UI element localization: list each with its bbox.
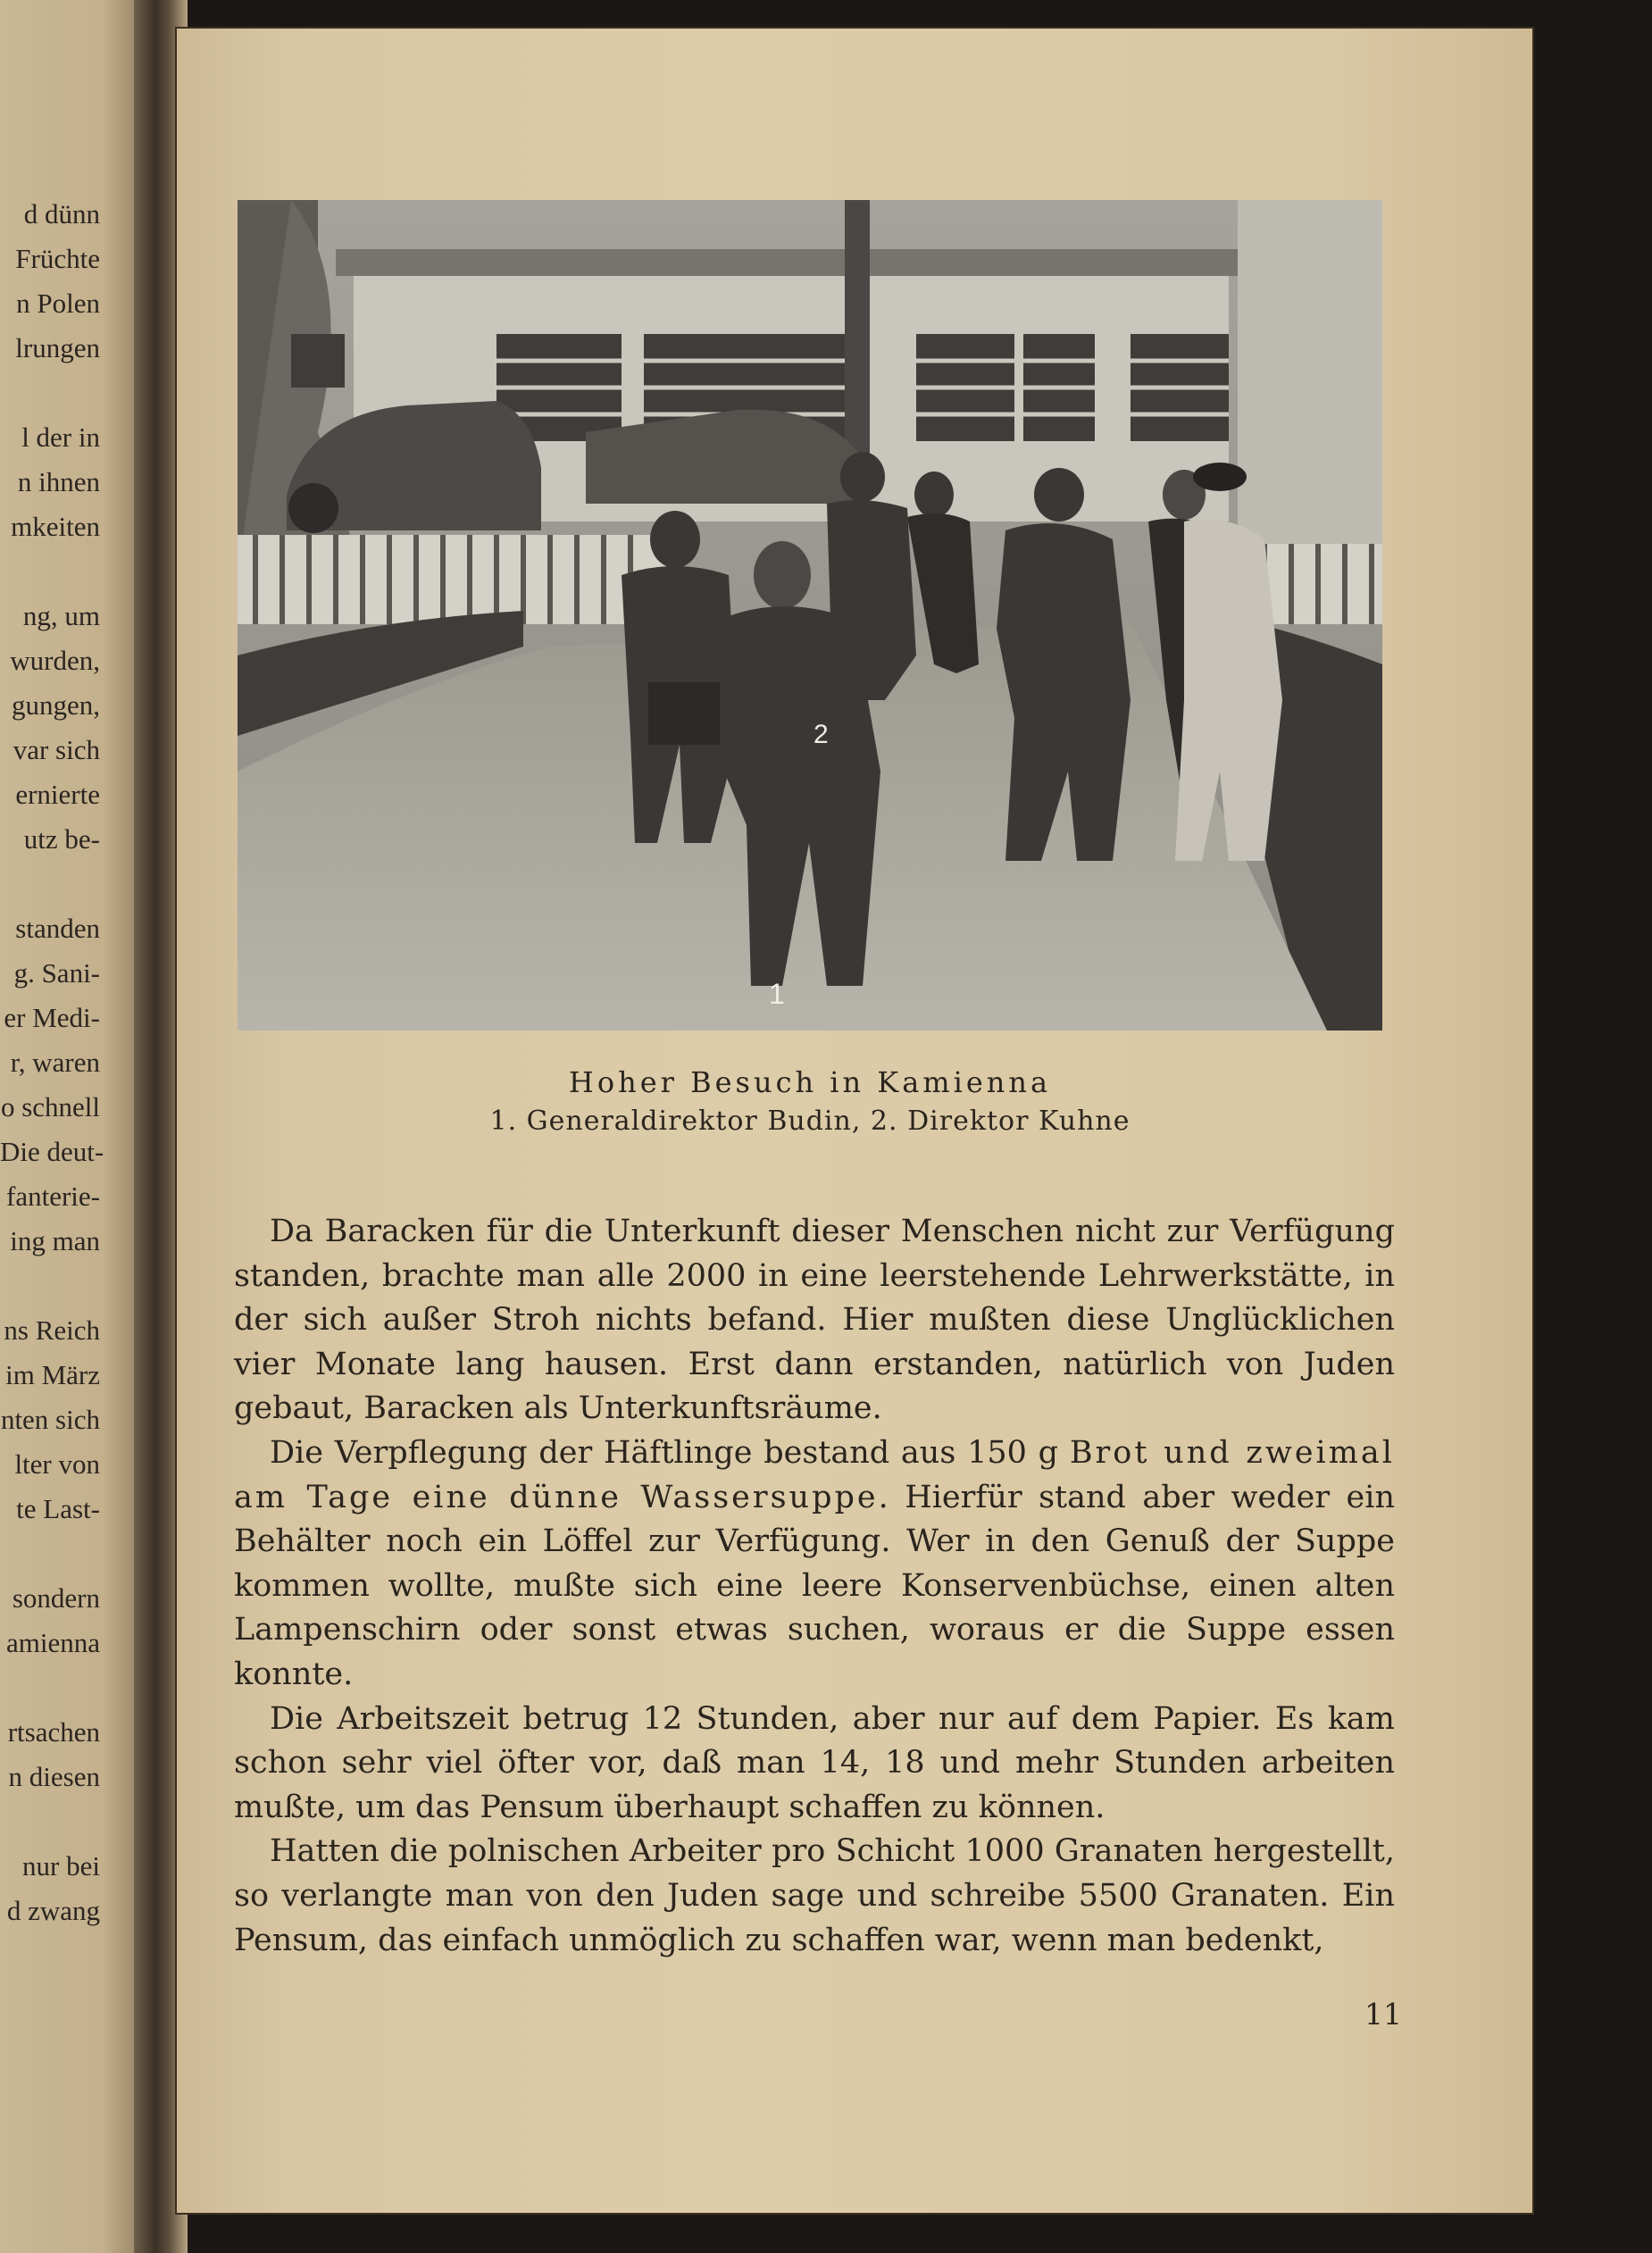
left-page-line: rtsachen — [7, 1716, 100, 1748]
left-page-line: Die deut- — [0, 1136, 104, 1167]
left-page-line — [0, 862, 100, 906]
photo-marker-1: 1 — [769, 978, 785, 1010]
paragraph-2-start: Die Verpflegung der Häftlinge bestand aus 150 g — [270, 1434, 1070, 1471]
left-page-line — [0, 1264, 100, 1308]
left-page-line: gungen, — [11, 689, 100, 721]
left-page-line: var sich — [13, 734, 100, 765]
body-text — [234, 1210, 1395, 1963]
left-page-line: nur bei — [22, 1850, 100, 1882]
left-page-line: o schnell — [0, 1091, 100, 1122]
left-page-line: n Polen — [16, 288, 100, 319]
paragraph-2-emphasis: Brot und zweimal am Tage eine dünne Wassersuppe — [234, 1434, 1395, 1515]
left-page-line: fanterie- — [6, 1181, 100, 1212]
left-page-line: d dünn — [23, 198, 100, 229]
left-page-line: te Last- — [16, 1493, 100, 1524]
left-page-line — [0, 1665, 100, 1710]
left-page-line: wurden, — [10, 645, 100, 676]
left-page-line: ing man — [10, 1225, 100, 1256]
left-page-line: ernierte — [15, 779, 100, 810]
paragraph-3: Die Arbeitszeit betrug 12 Stunden, aber nur auf dem Papier. Es kam schon sehr viel öfter vor, daß man 14, 18 und mehr Stunden arbeiten mußte, um das Pensum überhaupt schaffen zu können. — [234, 1700, 1395, 1825]
photograph — [238, 200, 1382, 1031]
left-page-line: d zwang — [6, 1895, 100, 1926]
photo-marker-2: 2 — [813, 720, 829, 749]
left-page-line: amienna — [5, 1627, 100, 1658]
left-page-line: Früchte — [15, 243, 100, 274]
photo-scene — [238, 200, 1382, 1031]
paragraph-4: Hatten die polnischen Arbeiter pro Schicht 1000 Granaten hergestellt, so verlangte man von den Juden sage und schreibe 5500 Granaten. Ein Pensum, das einfach unmöglich zu schaffen war, wenn man bedenkt, — [234, 1833, 1395, 1958]
left-page-line: lrungen — [15, 332, 100, 363]
left-page — [0, 0, 147, 2253]
left-page-line: utz be- — [23, 823, 100, 855]
left-page-line — [0, 549, 100, 594]
left-page-line: lter von — [14, 1448, 100, 1480]
left-page-line: mkeiten — [11, 511, 100, 542]
left-page-text — [0, 192, 104, 1933]
left-page-line: sondern — [12, 1582, 100, 1614]
caption-names: 1. Generaldirektor Budin, 2. Direktor Kuhne — [489, 1106, 1131, 1137]
paragraph-1: Da Baracken für die Unterkunft dieser Menschen nicht zur Verfügung standen, brachte man alle 2000 in eine leerstehende Lehrwerkstätte, in der sich außer Stroh nichts befand. Hier mußten diese Unglücklichen vier Monate lang hausen. Erst dann erstanden, natürlich von Juden gebaut, Baracken als Unterkunftsräume. — [234, 1214, 1395, 1427]
left-page-line — [0, 1799, 100, 1844]
left-page-line: g. Sani- — [13, 957, 100, 989]
page-number: 11 — [1364, 1997, 1402, 2032]
left-page-line: ng, um — [22, 600, 100, 631]
left-page-line: r, waren — [10, 1047, 100, 1078]
left-page-line: n diesen — [8, 1761, 100, 1792]
left-page-line: l der in — [21, 421, 100, 453]
left-page-line: standen — [15, 913, 100, 944]
left-page-line: n ihnen — [17, 466, 100, 497]
left-page-line — [0, 371, 100, 415]
paragraph-2 — [234, 1431, 1395, 1698]
left-page-line: nten sich — [0, 1404, 100, 1435]
paragraph-2-end: . Hierfür stand aber weder ein Behälter noch ein Löffel zur Verfügung. Wer in den Genuß der Suppe kommen wollte, mußte sich eine leere Konservenbüchse, einen alten Lampenschirn oder sonst etwas suchen, woraus er die Suppe essen konnte. — [234, 1479, 1395, 1692]
left-page-line: im März — [5, 1359, 100, 1390]
left-page-line — [0, 1531, 100, 1576]
left-page-line: er Medi- — [4, 1002, 100, 1033]
caption-title: Hoher Besuch in Kamienna — [568, 1065, 1052, 1099]
left-page-line: ns Reich — [4, 1314, 100, 1346]
